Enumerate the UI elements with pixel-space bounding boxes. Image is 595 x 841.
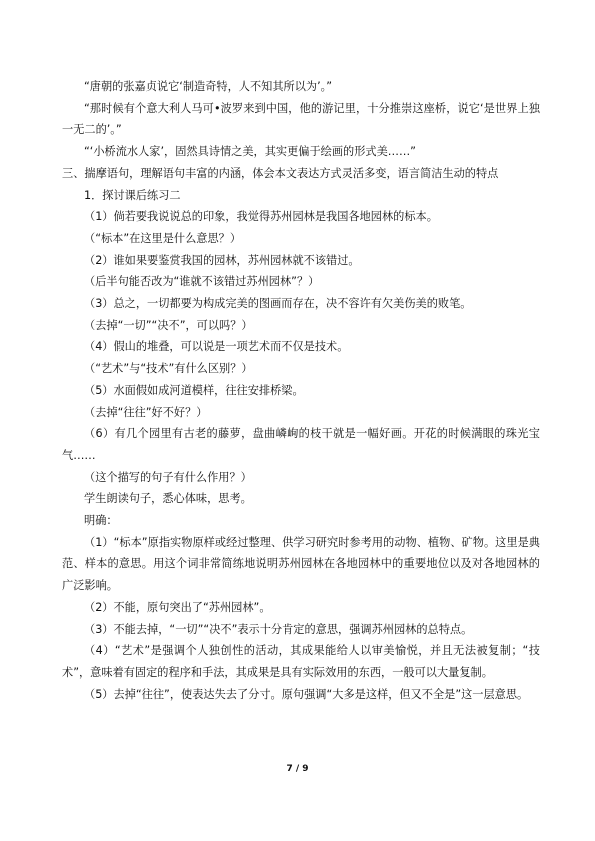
sentence-3: （3）总之，一切都要为构成完美的图画而存在，决不容许有欠美伤美的败笔。 (84, 297, 472, 311)
clarify-label: 明确： (84, 514, 118, 528)
document-body (62, 76, 540, 705)
sentence-6: （6）有几个园里有古老的藤萝，盘曲嶙峋的枝干就是一幅好画。开花的时候满眼的珠光宝气…… (62, 427, 540, 462)
answer-2: （2）不能，原句突出了“苏州园林”。 (84, 600, 271, 614)
section-heading-three: 三、揣摩语句，理解语句丰富的内涵，体会本文表达方式灵活多变，语言简洁生动的特点 (62, 166, 499, 180)
quote-zhang-jiazhen: “唐朝的张嘉贞说它‘制造奇特，人不知其所以为’。” (84, 80, 333, 93)
quote-small-bridge: “‘小桥流水人家’，固然具诗情之美，其实更偏于绘画的形式美……” (84, 145, 416, 159)
question-2: （后半句能否改为“谁就不该错过苏州园林”？） (84, 275, 320, 289)
sentence-1: （1）倘若要我说说总的印象，我觉得苏州园林是我国各地园林的标本。 (84, 210, 438, 224)
question-4: （“艺术”与“技术”有什么区别？） (84, 362, 253, 376)
sentence-2: （2）谁如果要鉴赏我国的园林，苏州园林就不该错过。 (84, 253, 360, 267)
subheading-exercise-two: 1．探讨课后练习二 (84, 188, 181, 202)
student-activity: 学生朗读句子，悉心体味，思考。 (84, 492, 252, 506)
question-1: （“标本”在这里是什么意思？） (84, 231, 242, 245)
question-3: （去掉“一切”“决不”，可以吗？） (84, 318, 253, 332)
answer-4: （4）“艺术”是强调个人独创性的活动，其成果能给人以审美愉悦，并且无法被复制；“技术”，意味着有固定的程序和手法，其成果是具有实际效用的东西，一般可以大量复制。 (62, 644, 540, 679)
quote-marco-polo: “那时候有个意大利人马可•波罗来到中国，他的游记里，十分推崇这座桥，说它‘是世界上独一无二的’。” (62, 101, 540, 137)
sentence-5: （5）水面假如成河道模样，往往安排桥梁。 (84, 383, 304, 397)
answer-1: （1）“标本”原指实物原样或经过整理、供学习研究时参考用的动物、植物、矿物。这里是典范、样本的意思。用这个词非常简练地说明苏州园林在各地园林中的重要地位以及对各地园林的广泛影响。 (62, 535, 540, 593)
page-number: 7 / 9 (286, 764, 309, 774)
question-5: （去掉“往往”好不好？） (84, 405, 208, 419)
sentence-4: （4）假山的堆叠，可以说是一项艺术而不仅是技术。 (84, 340, 349, 354)
question-6: （这个描写的句子有什么作用？） (84, 470, 252, 484)
answer-3: （3）不能去掉，“一切”“决不”表示十分肯定的意思，强调苏州园林的总特点。 (84, 622, 473, 636)
answer-5: （5）去掉“往往”，使表达失去了分寸。原句强调“大多是这样，但又不全是”这一层意思。 (84, 687, 529, 701)
